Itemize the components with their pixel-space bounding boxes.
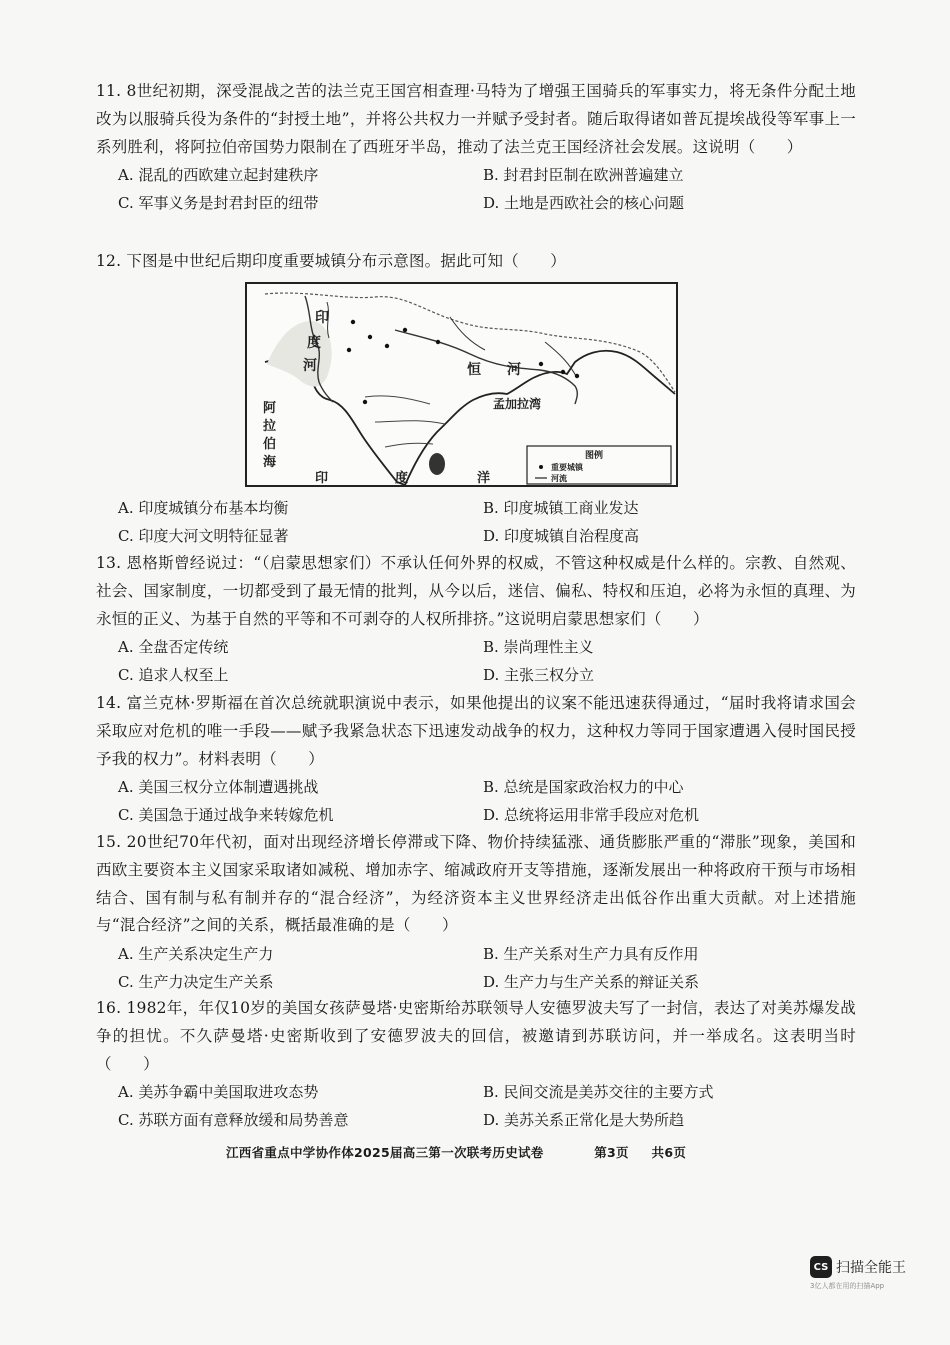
- option-a[interactable]: A. 美苏争霸中美国取进攻态势: [118, 1083, 319, 1102]
- option-b[interactable]: B. 民间交流是美苏交往的主要方式: [483, 1083, 714, 1102]
- camscanner-logo-icon: CS: [810, 1256, 832, 1278]
- legend-river: 河流: [551, 474, 567, 483]
- scanner-watermark: [810, 1256, 922, 1291]
- question-16: [96, 995, 856, 1134]
- question-11: [96, 78, 856, 217]
- option-b[interactable]: B. 封君封臣制在欧洲普遍建立: [483, 166, 684, 185]
- question-stem: 14. 富兰克林·罗斯福在首次总统就职演说中表示，如果他提出的议案不能迅速获得通过，“届时我将请求国会采取应对危机的唯一手段——赋予我紧急状态下迅速发动战争的权力，这种权力等同于国家遭遇入侵时国民授予我的权力”。材料表明（ ）: [96, 694, 856, 768]
- option-d[interactable]: D. 主张三权分立: [483, 666, 595, 685]
- label-ocean-1: 印: [315, 471, 329, 486]
- question-stem: 16. 1982年，年仅10岁的美国女孩萨曼塔·史密斯给苏联领导人安德罗波夫写了一封信，表达了对美苏爆发战争的担忧。不久萨曼塔·史密斯收到了安德罗波夫的回信，被邀请到苏联访问，并一举成名。这表明当时（ ）: [96, 999, 856, 1073]
- town-dot: [363, 400, 367, 404]
- question-12: [96, 248, 856, 276]
- label-indus-3: 河: [303, 358, 317, 374]
- question-13: [96, 550, 856, 689]
- town-dot: [436, 340, 440, 344]
- sri-lanka: [429, 453, 445, 475]
- option-a[interactable]: A. 生产关系决定生产力: [118, 945, 274, 964]
- option-c[interactable]: C. 美国急于通过战争来转嫁危机: [118, 806, 334, 825]
- option-b[interactable]: B. 总统是国家政治权力的中心: [483, 778, 684, 797]
- town-dot: [561, 370, 565, 374]
- label-ganges-2: 河: [507, 362, 521, 378]
- option-c[interactable]: C. 追求人权至上: [118, 666, 229, 685]
- options: [118, 633, 856, 689]
- label-arabian-3: 伯: [263, 437, 277, 452]
- town-dot: [403, 328, 407, 332]
- option-c[interactable]: C. 印度大河文明特征显著: [118, 527, 289, 545]
- options: [118, 773, 856, 829]
- label-ocean-3: 洋: [477, 471, 491, 486]
- page-number: 第3页: [594, 1145, 629, 1160]
- label-indus-2: 度: [307, 335, 321, 351]
- label-arabian-1: 阿: [263, 401, 277, 416]
- town-dot: [351, 320, 355, 324]
- watermark-app-name: 扫描全能王: [836, 1260, 906, 1276]
- page-footer: [226, 1143, 704, 1161]
- town-dot: [575, 374, 579, 378]
- map-figure: [245, 282, 678, 487]
- option-d[interactable]: D. 土地是西欧社会的核心问题: [483, 194, 685, 213]
- options: [118, 1078, 856, 1134]
- label-arabian-4: 海: [263, 455, 277, 470]
- town-dot: [347, 348, 351, 352]
- question-14: [96, 690, 856, 829]
- option-d[interactable]: D. 总统将运用非常手段应对危机: [483, 806, 700, 825]
- label-indus-1: 印: [315, 310, 329, 326]
- question-stem: 15. 20世纪70年代初，面对出现经济增长停滞或下降、物价持续猛涨、通货膨胀严重的“滞胀”现象，美国和西欧主要资本主义国家采取诸如减税、增加赤字、缩减政府开支等措施，逐渐发展出一种将政府干预与市场相结合、国有制与私有制并存的“混合经济”，为经济资本主义世界经济走出低谷作出重大贡献。对上述措施与“混合经济”之间的关系，概括最准确的是（ ）: [96, 833, 856, 935]
- india-town-map: [245, 282, 678, 487]
- question-stem: 12. 下图是中世纪后期印度重要城镇分布示意图。据此可知（ ）: [96, 252, 566, 270]
- label-ocean-2: 度: [395, 471, 409, 486]
- option-a[interactable]: A. 印度城镇分布基本均衡: [118, 499, 289, 517]
- option-a[interactable]: A. 全盘否定传统: [118, 638, 229, 657]
- option-d[interactable]: D. 美苏关系正常化是大势所趋: [483, 1111, 685, 1130]
- options: [118, 494, 856, 550]
- question-stem: 11. 8世纪初期，深受混战之苦的法兰克王国宫相查理·马特为了增强王国骑兵的军事实力，将无条件分配土地改为以服骑兵役为条件的“封授土地”，并将公共权力一并赋予受封者。随后取得诸如普瓦提埃战役等军事上一系列胜利，将阿拉伯帝国势力限制在了西班牙半岛，推动了法兰克王国经济社会发展。这说明（ ）: [96, 82, 856, 156]
- option-b[interactable]: B. 印度城镇工商业发达: [483, 499, 639, 517]
- question-stem: 13. 恩格斯曾经说过：“（启蒙思想家们）不承认任何外界的权威，不管这种权威是什么样的。宗教、自然观、社会、国家制度，一切都受到了最无情的批判，从今以后，迷信、偏私、特权和压迫，必将为永恒的真理、为永恒的正义、为基于自然的平等和不可剥夺的人权所排挤。”这说明启蒙思想家们（ ）: [96, 554, 856, 628]
- option-c[interactable]: C. 军事义务是封君封臣的纽带: [118, 194, 319, 213]
- option-c[interactable]: C. 苏联方面有意释放缓和局势善意: [118, 1111, 349, 1130]
- legend-title: 图例: [585, 451, 604, 461]
- option-c[interactable]: C. 生产力决定生产关系: [118, 973, 274, 992]
- town-dot: [385, 344, 389, 348]
- option-a[interactable]: A. 混乱的西欧建立起封建秩序: [118, 166, 319, 185]
- options: [118, 940, 856, 996]
- town-dot: [368, 335, 372, 339]
- label-ganges-1: 恒: [467, 362, 481, 378]
- option-b[interactable]: B. 崇尚理性主义: [483, 638, 594, 657]
- label-bay-of-bengal: 孟加拉湾: [493, 397, 542, 411]
- question-15: [96, 829, 856, 996]
- legend-town: 重要城镇: [551, 463, 583, 472]
- page-total: 共6页: [651, 1145, 687, 1160]
- option-b[interactable]: B. 生产关系对生产力具有反作用: [483, 945, 699, 964]
- option-a[interactable]: A. 美国三权分立体制遭遇挑战: [118, 778, 319, 797]
- label-arabian-2: 拉: [263, 419, 277, 434]
- exam-title: 江西省重点中学协作体2025届高三第一次联考历史试卷: [226, 1145, 544, 1160]
- option-d[interactable]: D. 印度城镇自治程度高: [483, 527, 640, 545]
- question-12-options: [96, 494, 856, 550]
- option-d[interactable]: D. 生产力与生产关系的辩证关系: [483, 973, 700, 992]
- legend-town-dot: [539, 465, 543, 469]
- watermark-tagline: 3亿人都在用的扫描App: [810, 1282, 885, 1290]
- town-dot: [539, 362, 543, 366]
- options: [118, 161, 856, 217]
